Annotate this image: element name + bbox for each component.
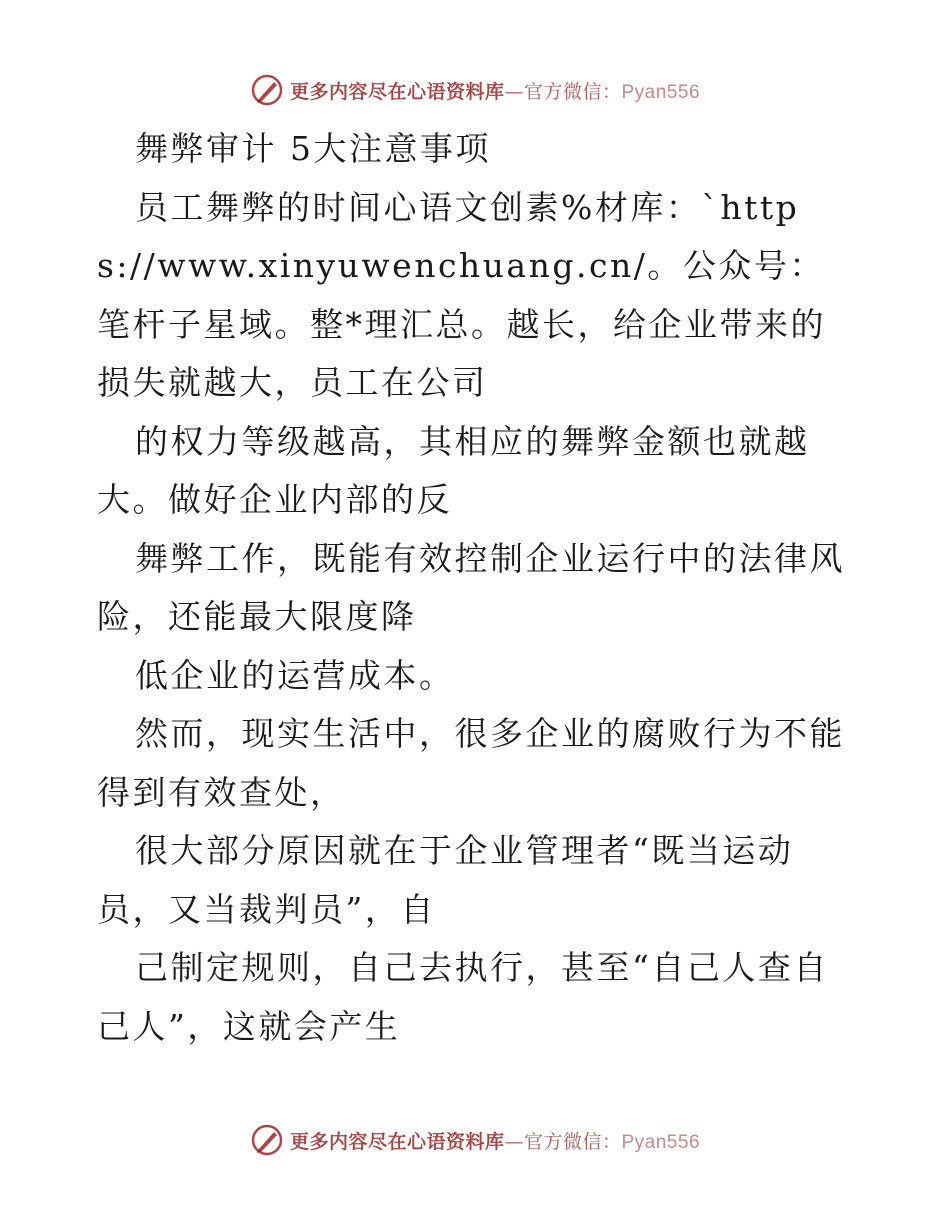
banner-text [290,1127,700,1154]
banner-separator: — [504,1130,524,1153]
quill-pen-logo-icon [250,73,284,107]
paragraph-4: 低企业的运营成本。 [135,655,455,695]
banner-separator: — [504,80,524,103]
banner-library-text: 更多内容尽在心语资料库 [289,1130,505,1153]
quill-pen-logo-icon [250,1123,284,1157]
paragraph-1: 员工舞弊的时间心语文创素%材库：`https://www.xinyuwenchuang.cn/。公众号：笔杆子星域。整*理汇总。越长，给企业带来的损失就越大，员工在公司 [97,187,826,402]
header-banner [0,70,950,110]
banner-wechat-id: Pyan556 [621,81,701,103]
banner-wechat-label: 官方微信： [523,1130,622,1153]
document-body [97,120,857,1056]
document-title: 舞弊审计 5大注意事项 [135,129,491,168]
banner-wechat-label: 官方微信： [523,80,622,103]
paragraph-5: 然而，现实生活中，很多企业的腐败行为不能得到有效查处， [97,714,845,812]
paragraph-7: 己制定规则，自己去执行，甚至“自己人查自己人”，这就会产生 [97,948,829,1046]
banner-text [290,77,700,104]
paragraph-6: 很大部分原因就在于企业管理者“既当运动员，又当裁判员”，自 [97,831,794,929]
footer-banner [0,1120,950,1160]
banner-wechat-id: Pyan556 [621,1131,701,1153]
paragraph-2: 的权力等级越高，其相应的舞弊金额也就越大。做好企业内部的反 [97,421,810,519]
paragraph-3: 舞弊工作，既能有效控制企业运行中的法律风险，还能最大限度降 [97,538,845,636]
banner-library-text: 更多内容尽在心语资料库 [289,80,505,103]
